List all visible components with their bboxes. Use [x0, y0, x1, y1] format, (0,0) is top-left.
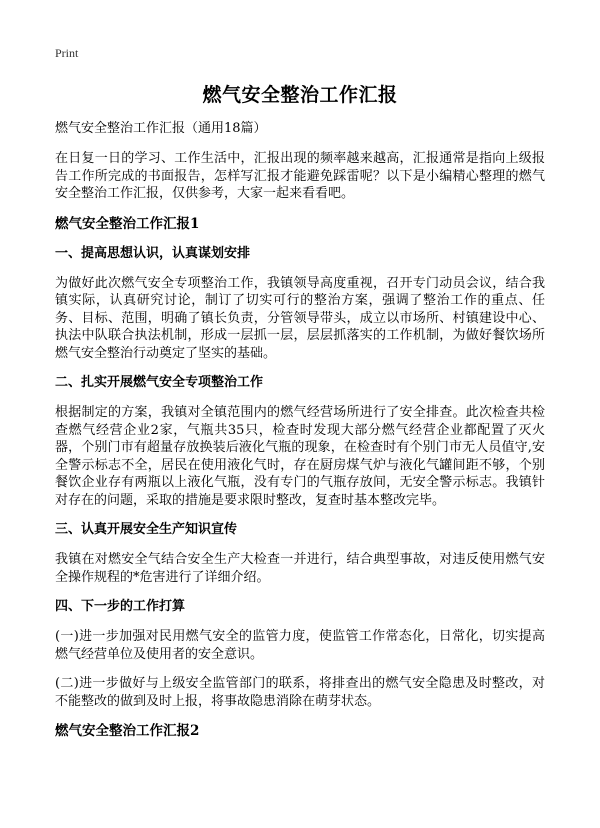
section-1-title: 一、提高思想认识，认真谋划安排 [55, 245, 251, 261]
section-4-paragraph-1: (一)进一步加强对民用燃气安全的监管力度，使监管工作常态化，日常化，切实提高燃气经营单位及使用者的安全意识。 [55, 629, 545, 662]
intro-paragraph: 在日复一日的学习、工作生活中，汇报出现的频率越来越高，汇报通常是指向上级报告工作所完成的书面报告，怎样写汇报才能避免踩雷呢？以下是小编精心整理的燃气安全整治工作汇报，仅供参考，大家一起来看看吧。 [55, 151, 545, 201]
section-2-paragraph: 根据制定的方案，我镇对全镇范围内的燃气经营场所进行了安全排查。此次检查共检查燃气经营企业2家，气瓶共35只，检查时发现大部分燃气经营企业都配置了灭火器，个别门市有超量存放换装后液化气瓶的现象，在检查时有个别门市无人员值守,安全警示标志不全，居民在使用液化气时，存在厨房煤气炉与液化气罐间距不够，个别餐饮企业存有两瓶以上液化气瓶，没有专门的气瓶存放间，无安全警示标志。我镇针对存在的问题，采取的措施是要求限时整改，复查时基本整改完毕。 [55, 405, 545, 508]
document-subtitle: 燃气安全整治工作汇报（通用18篇） [55, 121, 267, 136]
section-3-title: 三、认真开展安全生产知识宣传 [55, 522, 238, 537]
print-link[interactable]: Print [55, 46, 79, 60]
document-body [55, 120, 545, 752]
section-4-paragraph-2: (二)进一步做好与上级安全监管部门的联系，将排查出的燃气安全隐患及时整改，对不能整改的做到及时上报，将事故隐患消除在萌芽状态。 [55, 676, 545, 709]
report-1-heading: 燃气安全整治工作汇报1 [55, 215, 200, 232]
page-title: 燃气安全整治工作汇报 [202, 84, 398, 106]
section-4-title: 四、下一步的工作打算 [55, 599, 186, 614]
report-2-heading: 燃气安全整治工作汇报2 [55, 723, 200, 739]
section-3-paragraph: 我镇在对燃安全气结合安全生产大检查一并进行，结合典型事故，对违反使用燃气安全操作规程的*危害进行了详细介绍。 [55, 552, 545, 585]
section-1-paragraph: 为做好此次燃气安全专项整治工作，我镇领导高度重视，召开专门动员会议，结合我镇实际，认真研究讨论，制订了切实可行的整治方案，强调了整治工作的重点、任务、目标、范围，明确了镇长负责，分管领导带头，成立以市场所、村镇建设中心、执法中队联合执法机制，形成一层抓一层，层层抓落实的工作机制，为做好餐饮场所燃气安全整治行动奠定了坚实的基础。 [55, 275, 545, 361]
section-2-title: 二、扎实开展燃气安全专项整治工作 [55, 375, 264, 390]
